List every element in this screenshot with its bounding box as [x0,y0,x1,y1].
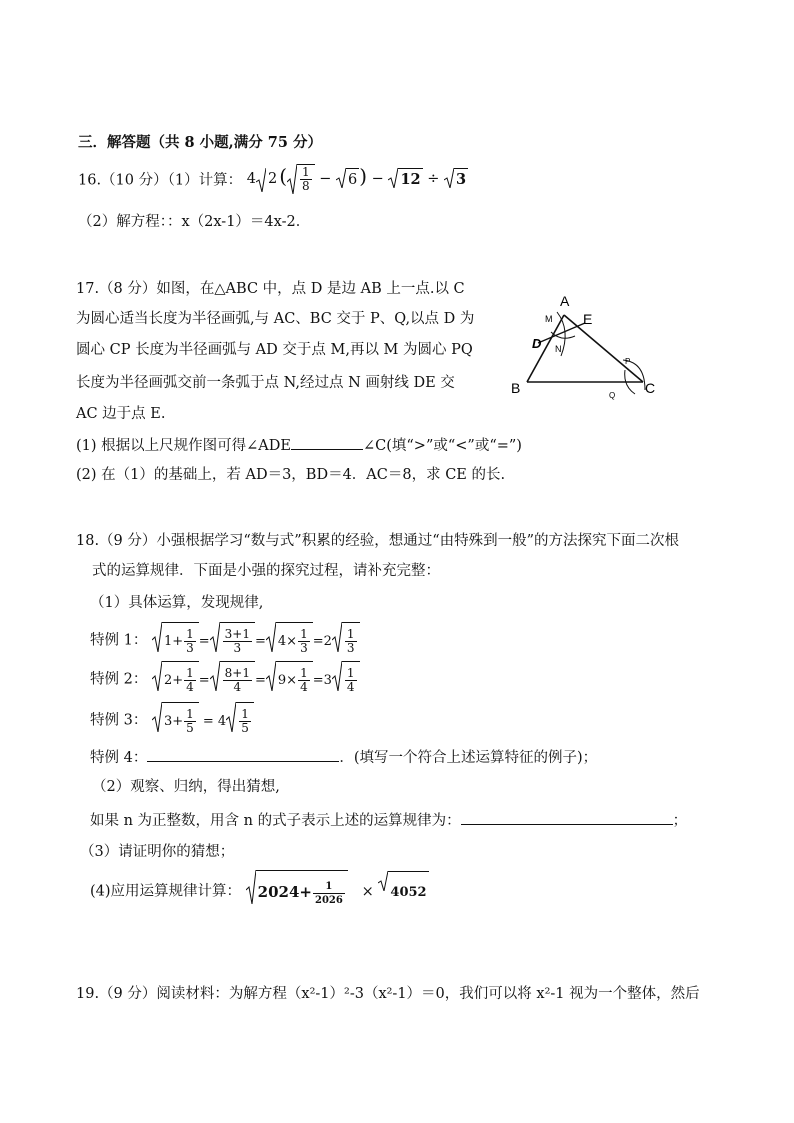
q17-answer-blank[interactable] [291,435,363,450]
label-e: E [583,311,593,327]
q16-expression: 4 2 ( $\frac{1}{8}$ − 6 ) − 12 ÷ 3 [246,163,467,193]
step4-formula [246,880,429,906]
calc-num: 1 [313,880,345,894]
rule-blank[interactable] [461,810,673,825]
example4-blank[interactable] [147,747,339,762]
example3-formula: 3+ $\frac{1}{5}$ = 4 $\frac{1}{5}$ [152,714,254,729]
section-heading: 三．解答题（共 8 小题,满分 75 分） [78,134,323,151]
q17-sub2: (2) 在（1）的基础上，若 AD＝3，BD＝4．AC＝8，求 CE 的长. [76,467,506,483]
example2-label: 特例 2： [90,671,148,688]
q18-example4 [90,747,597,768]
q16-label: 16.（10 分）（1）计算： [78,172,243,189]
side-ac [564,315,643,382]
q17-line4: 长度为半径画弧交前一条弧于点 N,经过点 N 画射线 DE 交 [76,375,455,391]
q18-intro2: 式的运算规律．下面是小强的探究过程，请补充完整： [92,563,440,579]
q17-sub1-before: (1) 根据以上尺规作图可得∠ADE [76,438,291,454]
example3-label: 特例 3： [90,712,148,729]
example2-formula: 2+ $\frac{1}{4}$ = $\frac{8+1}{4}$ = 9× $\frac{1}{4}$ =3 $\frac{1}{4}$ [152,673,360,688]
rule-suffix: ； [672,813,688,829]
q17-line2: 为圆心适当长度为半径画弧,与 AC、BC 交于 P、Q,以点 D 为 [76,311,475,327]
q18-step4 [90,870,429,910]
ray-de [538,323,585,343]
q19-text: 19.（9 分）阅读材料：为解方程（x²-1）²-3（x²-1）＝0，我们可以将 x²-1 视为一个整体，然后 [76,986,700,1002]
triangle-figure [505,290,675,405]
q17-sub1 [76,435,522,456]
q18-example3 [90,702,254,738]
label-m: M [545,314,553,324]
label-d: D [532,336,542,351]
example1-formula: 1+ $\frac{1}{3}$ = $\frac{3+1}{3}$ = 4× $\frac{1}{3}$ =2 $\frac{1}{3}$ [152,634,360,649]
calc-times: × [361,883,374,900]
q17-sub1-after: ∠C(填“>”或“<”或“=”) [362,438,522,454]
label-b: B [511,380,521,396]
q18-step3: （3）请证明你的猜想； [80,844,235,860]
example1-label: 特例 1： [90,632,148,649]
q16-line1 [78,163,468,193]
label-a: A [560,293,570,309]
label-c: C [645,380,656,396]
calc-rad: 4052 [388,871,428,913]
q17-line3: 圆心 CP 长度为半径画弧与 AD 交于点 M,再以 M 为圆心 PQ [76,342,473,358]
example4-hint: ．(填写一个符合上述运算特征的例子)； [339,750,598,766]
q18-example2 [90,661,360,697]
example4-label: 特例 4： [90,750,148,766]
q18-example1 [90,622,360,658]
q18-intro1: 18.（9 分）小强根据学习“数与式”积累的经验，想通过“由特殊到一般”的方法探究下面二次根 [76,533,680,549]
q17-line5: AC 边于点 E. [76,406,166,422]
label-n: N [555,344,562,354]
q17-line1: 17.（8 分）如图，在△ABC 中，点 D 是边 AB 上一点.以 C [76,281,465,297]
calc-int: 2024+ [257,883,312,901]
q18-rule [90,810,687,831]
calc-den: 2026 [314,894,343,906]
q16-part2: （2）解方程：：x（2x-1）＝4x-2． [78,214,311,230]
label-q: Q [609,391,616,400]
label-p: P [625,357,631,366]
q18-step2: （2）观察、归纳，得出猜想, [92,779,280,795]
step4-label: (4)应用运算规律计算： [90,883,242,900]
q18-step1: （1）具体运算，发现规律, [90,595,264,611]
rule-prefix: 如果 n 为正整数，用含 n 的式子表示上述的运算规律为： [90,813,461,829]
